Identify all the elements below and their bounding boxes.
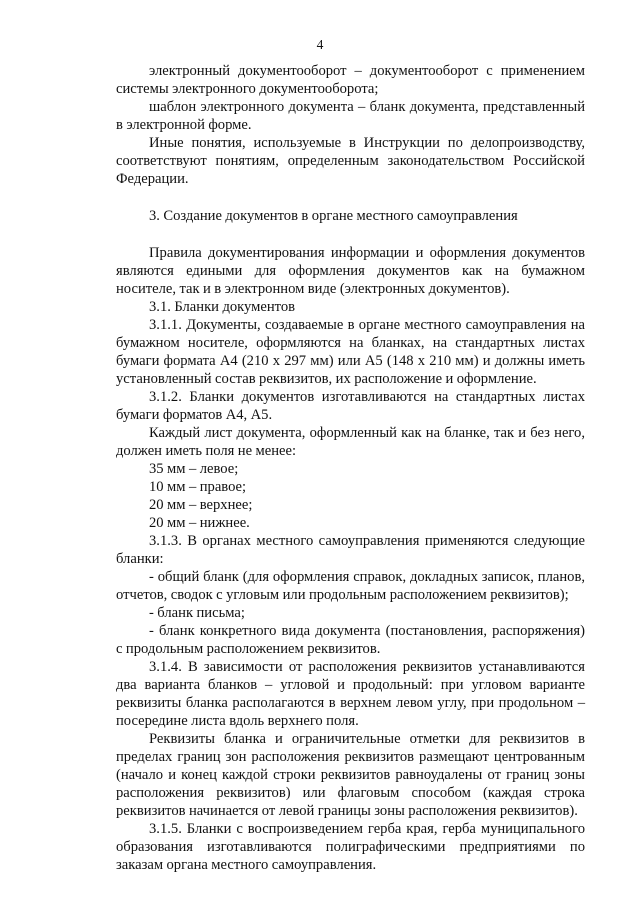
paragraph-other-terms: Иные понятия, используемые в Инструкции по делопроизводству, соответствуют понятиям, определенным законодательством Российской Федерации.	[116, 135, 585, 187]
margin-left: 35 мм – левое;	[149, 461, 239, 477]
subsection-heading-3-1: 3.1. Бланки документов	[149, 299, 296, 315]
list-item-specific-form: - бланк конкретного вида документа (постановления, распоряжения) с продольным расположением реквизитов.	[116, 623, 585, 657]
document-body	[116, 62, 585, 874]
paragraph-margins-intro: Каждый лист документа, оформленный как на бланке, так и без него, должен иметь поля не менее:	[116, 425, 585, 459]
list-item-general-form: - общий бланк (для оформления справок, докладных записок, планов, отчетов, сводок с угловым или продольным расположением реквизитов);	[116, 569, 585, 603]
section-spacer	[116, 225, 585, 244]
page-number: 4	[316, 37, 324, 52]
paragraph-definition-edo: электронный документооборот – документооборот с применением системы электронного документооборота;	[116, 63, 585, 97]
section-heading-3: 3. Создание документов в органе местного самоуправления	[149, 208, 518, 224]
paragraph-requisites-placement: Реквизиты бланка и ограничительные отметки для реквизитов в пределах границ зон расположения реквизитов размещают центрованным (начало и конец каждой строки реквизитов равноудалены от границ зоны расположения реквизитов) или флаговым способом (каждая строка реквизитов начинается от левой границы зоны расположения реквизитов).	[116, 731, 585, 819]
margin-bottom: 20 мм – нижнее.	[149, 515, 250, 531]
paragraph-3-1-3: 3.1.3. В органах местного самоуправления применяются следующие бланки:	[116, 533, 585, 567]
list-item-letter-form: - бланк письма;	[149, 605, 245, 621]
margin-right: 10 мм – правое;	[149, 479, 247, 495]
paragraph-rules: Правила документирования информации и оформления документов являются едиными для оформления документов как на бумажном носителе, так и в электронном виде (электронных документов).	[116, 245, 585, 297]
paragraph-3-1-2: 3.1.2. Бланки документов изготавливаются на стандартных листах бумаги форматов А4, А5.	[116, 389, 585, 423]
section-spacer	[116, 188, 585, 207]
paragraph-3-1-5: 3.1.5. Бланки с воспроизведением герба края, герба муниципального образования изготавливаются полиграфическими предприятиями по заказам органа местного самоуправления.	[116, 821, 585, 873]
paragraph-3-1-1: 3.1.1. Документы, создаваемые в органе местного самоуправления на бумажном носителе, оформляются на бланках, на стандартных листах бумаги формата А4 (210 х 297 мм) или А5 (148 х 210 мм) и должны иметь установленный состав реквизитов, их расположение и оформление.	[116, 317, 585, 387]
paragraph-definition-template: шаблон электронного документа – бланк документа, представленный в электронной форме.	[116, 99, 585, 133]
paragraph-3-1-4: 3.1.4. В зависимости от расположения реквизитов устанавливаются два варианта бланков – угловой и продольный: при угловом варианте реквизиты бланка располагаются в верхнем левом углу, при продольном – посередине листа вдоль верхнего поля.	[116, 659, 585, 729]
margin-top: 20 мм – верхнее;	[149, 497, 253, 513]
